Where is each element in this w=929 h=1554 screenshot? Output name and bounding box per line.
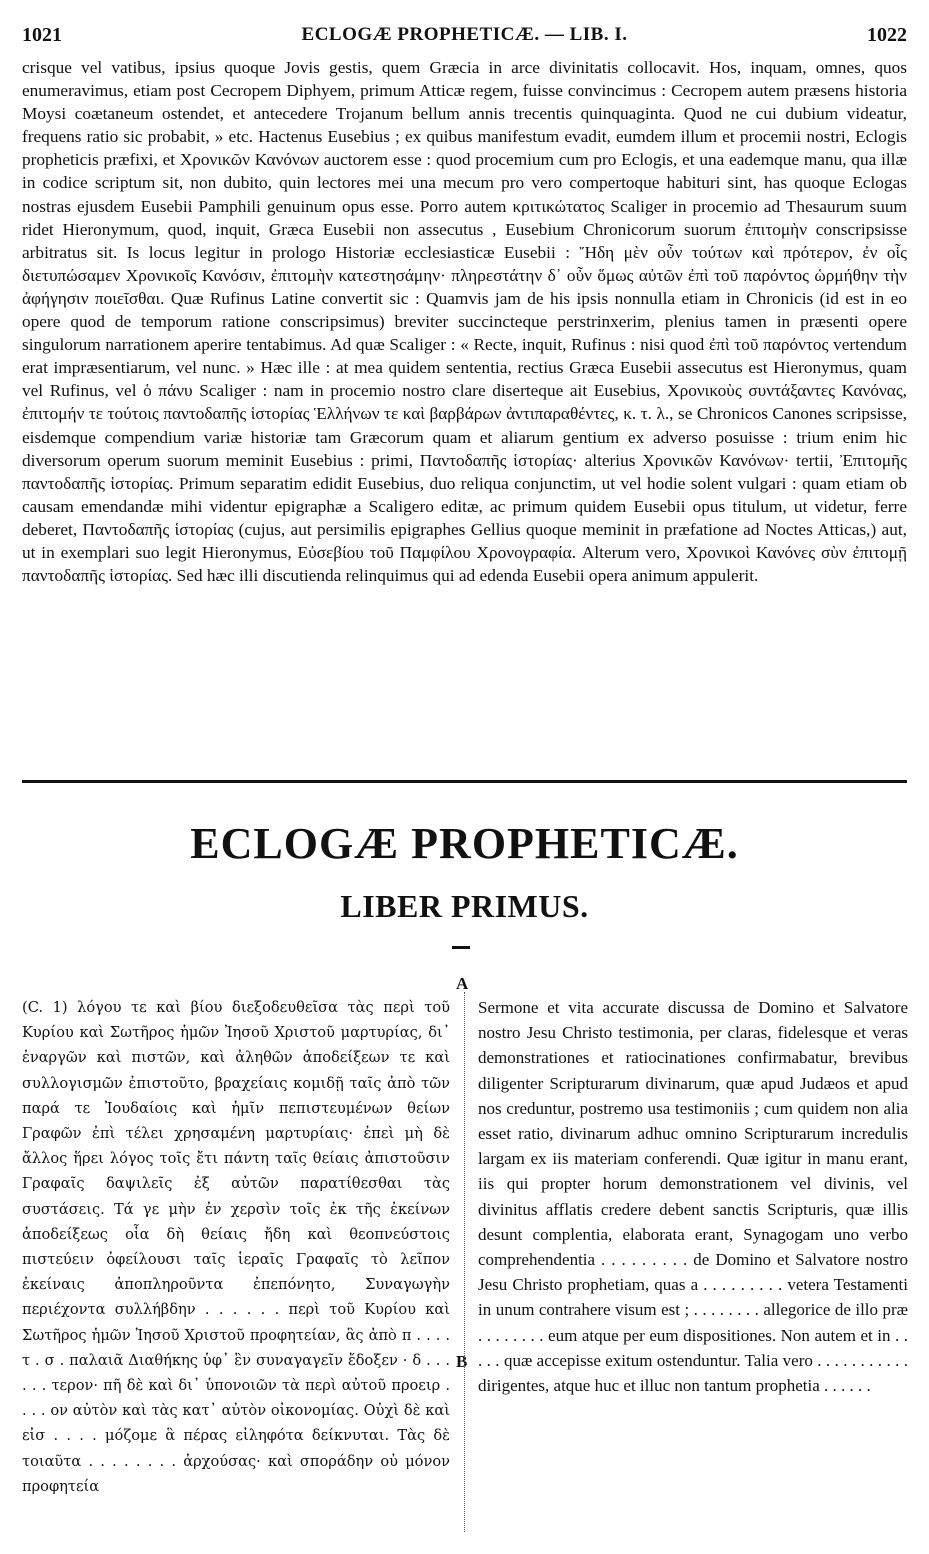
- section-divider: [22, 780, 907, 783]
- margin-marker-b: B: [456, 1352, 468, 1371]
- margin-marker-a: A: [456, 974, 469, 993]
- section-subtitle: LIBER PRIMUS.: [340, 888, 589, 924]
- section-title: ECLOGÆ PROPHETICÆ.: [190, 819, 739, 868]
- column-divider: [464, 992, 466, 1532]
- preface-paragraph: crisque vel vatibus, ipsius quoque Jovis gestis, quem Græcia in arce divinitatis collocavit. Hos, inquam, omnes, quos enumeravimus, etiam post Cecropem Diphyem, primum Atticæ regem, fuisse convincimus : Cecropem autem præsens historia Moysi coætaneum ostendet, et antecedere Trojanum bellum annis trecentis quinquaginta. Quod ne cui dubium videatur, frequens ratio sic probabit, » etc. Hactenus Eusebius ; ex quibus manifestum evadit, eumdem illum et procemii nostri, Eclogis propheticis præfixi, et Χρονικῶν Κανόνων auctorem esse : quod procemium cum pro Eclogis, et una eademque manu, qua illæ in codice scriptum sit, non dubito, quin lectores mei una mecum pro vero compertoque habituri sint, has quoque Eclogas nostras ejusdem Eusebii Pamphili genuinum opus esse. Porro autem κριτικώτατος Scaliger in procemio ad Thesaurum suum ridet Hieronymum, quod, inquit, Græca Eusebii non assecutus , Eusebium Chronicorum suorum ἐπιτομὴν conscripsisse arbitratus sit. Is locus legitur in prologo Historiæ ecclesiasticæ Eusebii : Ἤδη μὲν οὖν τούτων καὶ πρότερον, ἐν οἷς διετυπώσαμεν Χρονικοῖς Κανόσιν, ἐπιτομὴν κατεστησάμην· πληρεστάτην δ᾽ οὖν ὅμως αὐτῶν ἐπὶ τοῦ παρόντος ὡρμήθην τὴν ἀφήγησιν ποιεῖσθαι. Quæ Rufinus Latine convertit sic : Quamvis jam de his ipsis nonnulla etiam in Chronicis (id est in eo opere quod de temporum ratione conscripsimus) breviter succincteque perstrinxerim, plenius tamen in præsenti opere singulorum narrationem aperire tentabimus. Ad quæ Scaliger : « Recte, inquit, Rufinus : nisi quod ἐπὶ τοῦ παρόντος vertendum erat impræsentiarum, vel nunc. » Hæc ille : at mea quidem sententia, rectius Græca Eusebii assecutus est Hieronymus, quam vel Rufinus, vel ὁ πάνυ Scaliger : nam in procemio nostro clare diserteque ait Eusebius, Χρονικοὺς συντάξαντες Κανόνας, ἐπιτομήν τε τούτοις παντοδαπῆς ἱστορίας Ἑλλήνων τε καὶ βαρβάρων ἀντιπαραθέντες, κ. τ. λ., se Chronicos Canones scripsisse, eisdemque compendium variæ historiæ tam Græcorum quam et aliarum gentium ex adverso posuisse : trium enim hic diversorum operum suorum meminit Eusebius : primi, Παντοδαπῆς ἱστορίας· alterius Χρονικῶν Κανόνων· tertii, Ἐπιτομῆς παντοδαπῆς ἱστορίας. Primum separatim edidit Eusebius, duo reliqua conjunctim, ut vel hodie solent vulgari : quam etiam ob causam emendandæ mihi videntur epigraphæ a Scaligero editæ, ac primum quidem Eusebii opus titulum, ut videtur, ferre deberet, Παντοδαπῆς ἱστορίας (cujus, aut persimilis epigraphes Gellius quoque meminit in præfatione ad Noctes Atticas,) aut, ut in exemplari suo legit Hieronymus, Εὐσεβίου τοῦ Παμφίλου Χρονογραφία. Alterum vero, Χρονικοὶ Κανόνες σὺν ἐπιτομῇ παντοδαπῆς ἱστορίας. Sed hæc illi discutienda relinquimus qui ad edenda Eusebii opera animum appulerit.: [22, 58, 907, 586]
- running-title: ECLOGÆ PROPHETICÆ. — LIB. I.: [301, 24, 628, 45]
- greek-text-column: (C. 1) λόγου τε καὶ βίου διεξοδευθεῖσα τὰς περὶ τοῦ Κυρίου καὶ Σωτῆρος ἡμῶν Ἰησοῦ Χριστοῦ μαρτυρίας, δι᾽ ἐναργῶν καὶ πιστῶν, καὶ ἀληθῶν ἀποδείξεων τε καὶ συλλογισμῶν ἐπιστοῦτο, βραχείαις κομιδῇ ταῖς ἀπὸ τῶν παρά τε Ἰουδαίοις καὶ ἡμῖν πεπιστευμένων θείων Γραφῶν ἐπὶ τέλει χρησαμένη μαρτυρίαις· ἐπεὶ μὴ δὲ ἄλλος ἥρει λόγος τοῖς ἔτι πάντη ταῖς θείαις ἀπιστοῦσιν Γραφαῖς δαψιλεῖς ἐξ αὐτῶν παρατίθεσθαι τὰς συστάσεις. Τά γε μὴν ἐν χερσὶν τοῖς ἐκ τῆς ἐκείνων ἀποδείξεως οἷα δὴ θείαις ἤδη καὶ θεοπνεύστοις πιστεύειν ὀφείλουσι ταῖς ἱεραῖς Γραφαῖς τὸ λεῖπον ἐκείναις ἀποπληροῦντα ἐπεπόνητο, Συναγωγὴν περιέχοντα συλλήβδην . . . . . . περὶ τοῦ Κυρίου καὶ Σωτῆρος ἡμῶν Ἰησοῦ Χριστοῦ προφητείαν, ἃς ἀπὸ π . . . . τ . σ . παλαιᾶ Διαθήκης ὑφ᾽ ἓν συναγαγεῖν ἔδοξεν · δ . . . . . . τερον· πῆ δὲ καὶ δι᾽ ὑπονοιῶν τὰ περὶ αὐτοῦ προειρ . . . . ον αὐτὸν καὶ τὰς κατ᾽ αὐτὸν οἰκονομίας. Οὐχὶ δὲ καὶ εἰσ . . . . μόζομε ἃ πέρας εἰληφότα δείκνυται. Τὰς δὲ τοιαῦτα . . . . . . . . ἀρχούσας· καὶ σποράδην οὐ μόνον προφητεία: [22, 999, 450, 1495]
- page-header: [22, 22, 907, 50]
- page-number-left: 1021: [22, 24, 62, 46]
- latin-text-column: Sermone et vita accurate discussa de Domino et Salvatore nostro Jesu Christo testimonia, per claras, fidelesque et veras demonstrationes et ratiocinationes confirmabatur, brevibus diligenter Scripturarum divinarum, quæ apud Judæos et apud nos creduntur, postremo usa testimoniis ; cum quidem non alia esset ratio, divinarum adhuc omnino Scripturarum incredulis largam ex iis materiam conferendi. Quæ igitur in manu erant, iis qui propter horum demonstrationem vel divinis, vel divinitus afflatis credere debent sanctis Scripturis, quæ illis desunt complentia, elaborata erant, Synagogam uno verbo comprehendentia . . . . . . . . . de Domino et Salvatore nostro Jesu Christo prophetiam, quas a . . . . . . . . . vetera Testamenti in unum contrahere visum est ; . . . . . . . . allegorice de illo præ . . . . . . . . eum atque per eum dispositiones. Non autem et in . . . . . quæ accepisse exitum ostenduntur. Talia vero . . . . . . . . . . . dirigentes, atque huc et illuc non tantum prophetia . . . . . .: [478, 998, 908, 1396]
- page-number-right: 1022: [867, 24, 907, 46]
- title-ornament-rule: [452, 946, 470, 949]
